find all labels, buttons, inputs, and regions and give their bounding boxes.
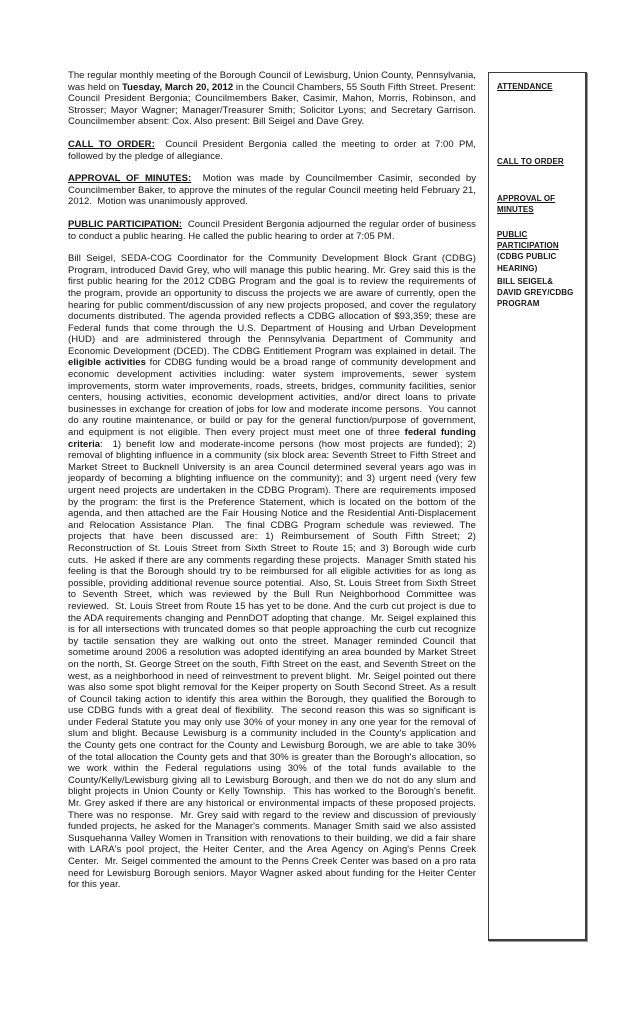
paragraph-cdbg-public-hearing (68, 253, 482, 891)
paragraph-approval-of-minutes (68, 173, 479, 208)
margin-note-call-to-order (497, 156, 583, 167)
margin-note-line: APPROVAL OF (497, 194, 556, 203)
margin-note-line: PUBLIC (497, 230, 528, 239)
text-segment: Council President Bergonia adjourned the regular order of business to conduct a public hearing. He called the public hearing to order at 7:05 PM. (68, 218, 479, 242)
margin-note-line: PARTICIPATION (497, 241, 559, 251)
text-segment: Motion was made by Councilmember Casimir, seconded by Councilmember Baker, to approve the minutes of the regular Council meeting held February 21, 2012. Motion was unanimously approved. (68, 173, 479, 208)
text-segment: Council President Bergonia called the meeting to order at 7:00 PM, followed by the pledge of allegiance. (68, 138, 479, 162)
text-segment-emphasis: PUBLIC PARTICIPATION: (68, 218, 183, 230)
text-segment-emphasis: CALL TO ORDER: (68, 138, 155, 150)
margin-note-line: ATTENDANCE (497, 82, 553, 91)
margin-note-approval-of-minutes (497, 193, 583, 215)
margin-note-line: PROGRAM (497, 299, 540, 309)
margin-note-public-participation (497, 229, 583, 274)
minutes-body (68, 70, 482, 902)
margin-note-line: BILL SEIGEL& (497, 277, 554, 286)
text-segment-emphasis: Tuesday, March 20, 2012 (122, 81, 234, 93)
text-segment: in the Council Chambers, 55 South Fifth Street. Present: Council President Bergonia; Councilmembers Baker, Casimir, Mahon, Morris, Robinson, and Strosser; Mayor Wagner; Manager/Treasurer Smith; Solicitor Lyons; and Secretary Garrison. Councilmember absent: Cox. Also present: Bill Seigel and Dave Grey. (68, 81, 479, 128)
margin-note-bill-seigel-david-grey-cdbg-program (497, 276, 583, 310)
margin-note-line: CALL TO ORDER (497, 157, 564, 166)
text-segment: Bill Seigel, SEDA-COG Coordinator for the Community Development Block Grant (CDBG) Program, introduced David Grey, who will manage this public hearing. Mr. Grey said this is the first public hearing for the 2012 CDBG Program and the goal is to review the requirements of the program, provide an opportunity to discuss the projects we are aware of currently, open the hearing for public comment/discussion of any new projects proposed, and cover the regulatory documents distributed. The agenda provided reflects a CDBG allocation of $93,359; these are Federal funds that come through the U.S. Department of Housing and Urban Development (HUD) and are administered through the Pennsylvania Department of Community and Economic Development (DCED). The CDBG Entitlement Program was explained in detail. The (68, 253, 479, 357)
margin-note-line: HEARING) (497, 263, 538, 273)
margin-note-line: DAVID GREY/CDBG (497, 288, 574, 298)
margin-note-line: MINUTES (497, 205, 534, 215)
paragraphs (68, 70, 482, 891)
paragraph-public-participation (68, 218, 479, 242)
text-segment: The regular monthly meeting of the Borough Council of Lewisburg, Union County, Pennsylvania, was held on (68, 70, 479, 93)
text-segment-emphasis: federal funding criteria (68, 427, 479, 450)
text-segment-emphasis: eligible activities (68, 357, 146, 369)
text-segment: : 1) benefit low and moderate-income persons (how most projects are funded); 2) removal of blighting influence in a community (six block area: Seventh Street to Fifth Street and Market Street to Bucknell University is an area Council determined several years ago was in jeopardy of becoming a blighting influence on the community); and 3) urgent need (very few urgent need projects are undertaken in the CDBG Program). There are requirements imposed by the program: the first is the Preference Statement, which is located on the bottom of the agenda, and then attached are the Fair Housing Notice and the Residential Anti-Displacement and Relocation Assistance Plan. The final CDBG Program schedule was reviewed. The projects that have been discussed are: 1) Reimbursement of South Fifth Street; 2) Reconstruction of St. Louis Street from Sixth Street to Route 15; and 3) Borough wide curb cuts. He asked if there are any comments regarding these projects. Manager Smith stated his feeling is that the Borough should try to be reimbursed for all eligible activities for as long as possible, providing additional revenue source potential. Also, St. Louis Street from Sixth Street to Seventh Street, which was reviewed by the Bull Run Neighborhood Committee was reviewed. St. Louis Street from Route 15 has yet to be done. And the curb cut project is due to the ADA requirements changing and PennDOT adopting that change. Mr. Seigel explained this is for all intersections with truncated domes so that people approaching the curb cut recognize by tactile sensation they are walking out onto the street. Manager reminded Council that sometime around 2006 a resolution was adopted identifying an area bounded by Market Street on the north, St. George Street on the south, Fifth Street on the east, and Seventh Street on the west, as a neighborhood in need of reinvestment to prevent blight. Mr. Seigel pointed out there was also some spot blight removal for the Keiper property on South Second Street. As a result of Council taking action to identify this area within the Borough, they qualified the Borough to use CDBG funds with a great deal of flexibility. The second reason this was so significant is under Federal Statute you may only use 30% of your money in any one year for the removal of slum and blight. Because Lewisburg is a community included in the County's application and the County gets one contract for the County and Lewisburg Borough, we are able to take 30% of the total allocation the County gets and that 30% is greater than the Borough's allocation, so we work within the Federal regulations using 30% of the total funds available to the County/Kelly/Lewisburg giving all to Lewisburg Borough, and then we do not do any slum and blight projects in Union County or Kelly Township. This has worked to the Borough's benefit. Mr. Grey asked if there are any historical or environmental impacts of these proposed projects. There was no response. Mr. Grey said with regard to the review and discussion of previously funded projects, he asked for the Manager's comments. Manager Smith said we also assisted Susquehanna Valley Women in Transition with renovations to their building, we did a fair share with LARA's pool project, the Heiter Center, and the Area Agency on Aging's Penns Creek Center. Mr. Seigel commented the amount to the Penns Creek Center was based on a pro rata need for Lewisburg Borough seniors. Mayor Wagner asked about funding for the Heiter Center for this year. (68, 438, 482, 891)
margin-annotation-box (488, 72, 587, 941)
margin-note-line: (CDBG PUBLIC (497, 252, 557, 262)
paragraph-attendance (68, 70, 479, 128)
text-segment: for CDBG funding would be a broad range of community development and economic development activities including: water system improvements, sewer system improvements, storm water improvements, roads, streets, bridges, community facilities, senior centers, housing activities, economic development activities, and/or direct loans to private businesses in exchange for creation of jobs for low and moderate income persons. You cannot do any routine maintenance, or build or pay for the general function/purpose of government, and equipment is not eligible. Then every project must meet one of three (68, 357, 479, 439)
text-segment-emphasis: APPROVAL OF MINUTES: (68, 173, 192, 185)
paragraph-call-to-order (68, 138, 479, 162)
margin-note-attendance (497, 81, 583, 92)
